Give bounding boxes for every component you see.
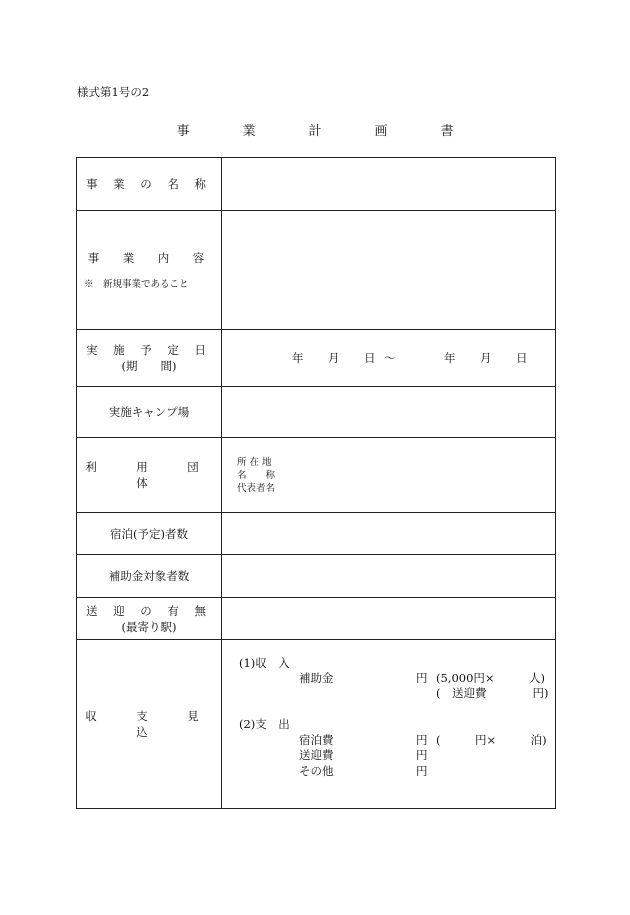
income-heading: (1)収 入	[239, 656, 290, 670]
label-schedule-period: (期 間)	[121, 359, 177, 373]
date-range-tilde: 〜	[384, 351, 396, 365]
expense-transport-label: 送迎費	[299, 748, 334, 762]
org-address-label: 所 在 地	[237, 456, 272, 468]
date-month-end: 月	[480, 351, 492, 365]
org-name-label: 名 称	[237, 469, 276, 481]
form-number: 様式第1号の2	[77, 85, 150, 99]
field-lodging-count[interactable]	[222, 513, 556, 555]
expense-other-label: その他	[299, 764, 334, 778]
row-schedule-date	[77, 330, 556, 387]
label-nearest-station: (最寄り駅)	[121, 619, 177, 634]
org-representative-label: 代表者名	[237, 482, 276, 494]
row-campsite	[77, 387, 556, 438]
row-lodging-count	[77, 513, 556, 555]
label-budget: 収 支 見 込	[77, 640, 222, 809]
row-transport	[77, 598, 556, 640]
date-year-start: 年	[292, 351, 304, 365]
label-schedule-date-cell	[77, 330, 222, 387]
income-subsidy-unit: 円	[416, 671, 428, 685]
income-subsidy-label: 補助金	[299, 671, 334, 685]
date-day-end: 日	[516, 351, 528, 365]
field-project-content[interactable]	[222, 211, 556, 330]
org-detail-labels	[222, 456, 555, 495]
business-plan-table	[76, 157, 556, 809]
label-schedule-date: 実 施 予 定 日	[85, 343, 213, 357]
field-budget[interactable]	[222, 640, 556, 809]
field-subsidy-target[interactable]	[222, 555, 556, 598]
expense-lodging-label: 宿泊費	[299, 733, 334, 747]
row-budget	[77, 640, 556, 809]
label-subsidy-target: 補助金対象者数	[77, 555, 222, 598]
label-project-content-cell	[77, 211, 222, 330]
field-schedule-date[interactable]	[222, 330, 556, 387]
income-transport-calc: ( 送迎費 円)	[436, 686, 549, 700]
row-subsidy-target	[77, 555, 556, 598]
expense-heading: (2)支 出	[239, 717, 290, 731]
field-project-name[interactable]	[222, 158, 556, 211]
document-title: 事 業 計 画 書	[176, 124, 474, 139]
row-project-name	[77, 158, 556, 211]
row-project-content	[77, 211, 556, 330]
income-subsidy-calc: (5,000円× 人)	[436, 671, 546, 685]
field-transport[interactable]	[222, 598, 556, 640]
field-campsite[interactable]	[222, 387, 556, 438]
label-lodging-count: 宿泊(予定)者数	[77, 513, 222, 555]
field-user-group[interactable]	[222, 438, 556, 513]
label-transport-cell	[77, 598, 222, 640]
expense-lodging-unit: 円	[416, 733, 428, 747]
date-month-start: 月	[328, 351, 340, 365]
label-user-group: 利 用 団 体	[77, 438, 222, 513]
label-transport: 送 迎 の 有 無	[85, 603, 213, 618]
label-campsite: 実施キャンプ場	[77, 387, 222, 438]
label-project-content: 事 業 内 容	[87, 251, 211, 265]
expense-lodging-calc: ( 円× 泊)	[436, 733, 547, 747]
row-user-group	[77, 438, 556, 513]
label-project-name: 事 業 の 名 称	[77, 158, 222, 211]
new-project-note: ※ 新規事業であること	[84, 279, 189, 290]
budget-detail	[222, 640, 555, 808]
date-day-start: 日	[364, 351, 376, 365]
date-range	[222, 350, 555, 366]
date-year-end: 年	[444, 351, 456, 365]
expense-transport-unit: 円	[416, 748, 428, 762]
expense-other-unit: 円	[416, 764, 428, 778]
